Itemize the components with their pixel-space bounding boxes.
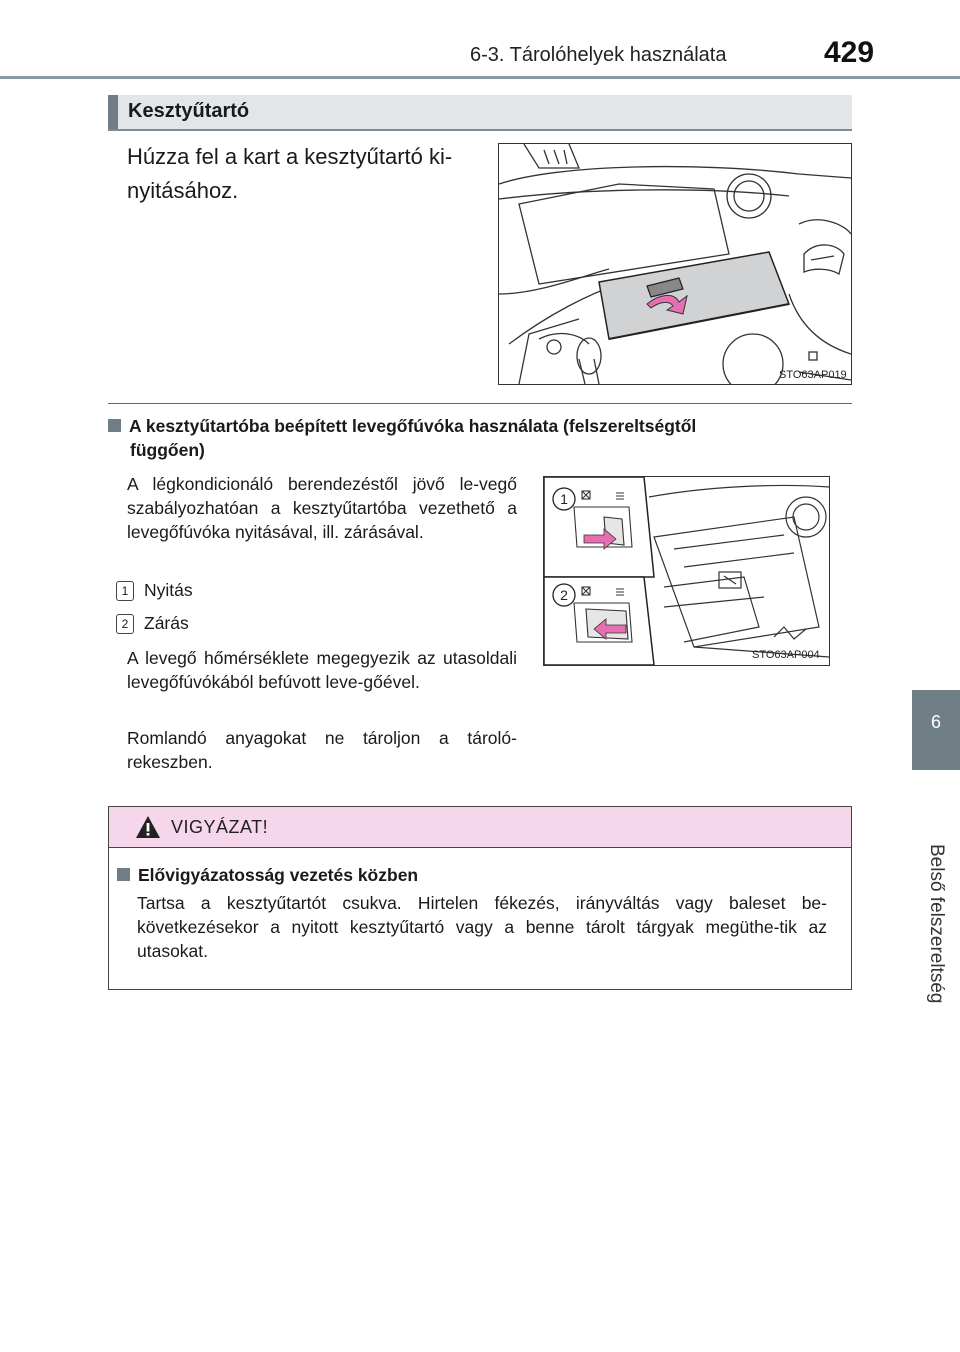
running-header-title: 6-3. Tárolóhelyek használata [470, 44, 727, 66]
header-rule [0, 76, 960, 79]
bullet-square-icon [117, 868, 130, 881]
item-label: Zárás [144, 613, 189, 633]
warning-subtitle [117, 865, 418, 886]
callout-1: 1 [560, 491, 568, 507]
air-vent-description: A légkondicionáló berendezéstől jövő le-vegő szabályozhatóan a kesztyűtartóba vezethető a levegőfúvóka nyitásával, ill. zárásával. [127, 474, 517, 542]
figure-code: STO63AP004 [752, 649, 820, 661]
intro-paragraph: Húzza fel a kart a kesztyűtartó ki-nyitásához. [127, 144, 453, 203]
list-item [116, 580, 193, 601]
warning-subtitle-text: Elővigyázatosság vezetés közben [138, 865, 419, 885]
section-heading [108, 95, 852, 131]
item-number-badge: 2 [116, 614, 134, 634]
subsection-title-line2: függően) [130, 440, 205, 460]
figure-code: STO63AP019 [779, 369, 847, 381]
chapter-label: Belső felszereltség [926, 844, 947, 1004]
page-number: 429 [824, 36, 875, 69]
item-label: Nyitás [144, 580, 193, 600]
air-vent-drawing [544, 477, 829, 665]
warning-header [109, 807, 851, 848]
warning-body: Tartsa a kesztyűtartót csukva. Hirtelen fékezés, irányváltás vagy baleset be-következésekor a nyitott kesztyűtartó vagy a benne tárolt tárgyak megüthe-tik az utasokat. [137, 893, 827, 961]
chapter-number: 6 [930, 712, 941, 732]
warning-title: VIGYÁZAT! [171, 817, 269, 837]
temperature-paragraph: A levegő hőmérséklete megegyezik az utasoldali levegőfúvókából befúvott leve-gőével. [127, 648, 517, 692]
warning-triangle-icon [135, 815, 161, 839]
list-item [116, 613, 189, 634]
glovebox-illustration [498, 143, 852, 385]
section-heading-bar [108, 95, 118, 129]
subsection-title-line1: A kesztyűtartóba beépített levegőfúvóka használata (felszereltségtől [129, 416, 697, 436]
item-number-badge: 1 [116, 581, 134, 601]
air-vent-illustration [543, 476, 830, 666]
bullet-square-icon [108, 419, 121, 432]
callout-2: 2 [560, 587, 568, 603]
subsection-heading [108, 414, 852, 462]
section-heading-text: Kesztyűtartó [128, 100, 250, 122]
warning-box [108, 806, 852, 990]
storage-note-paragraph: Romlandó anyagokat ne tároljon a tároló-rekeszben. [127, 728, 517, 772]
subsection-rule [108, 403, 852, 404]
glovebox-drawing [499, 144, 851, 384]
